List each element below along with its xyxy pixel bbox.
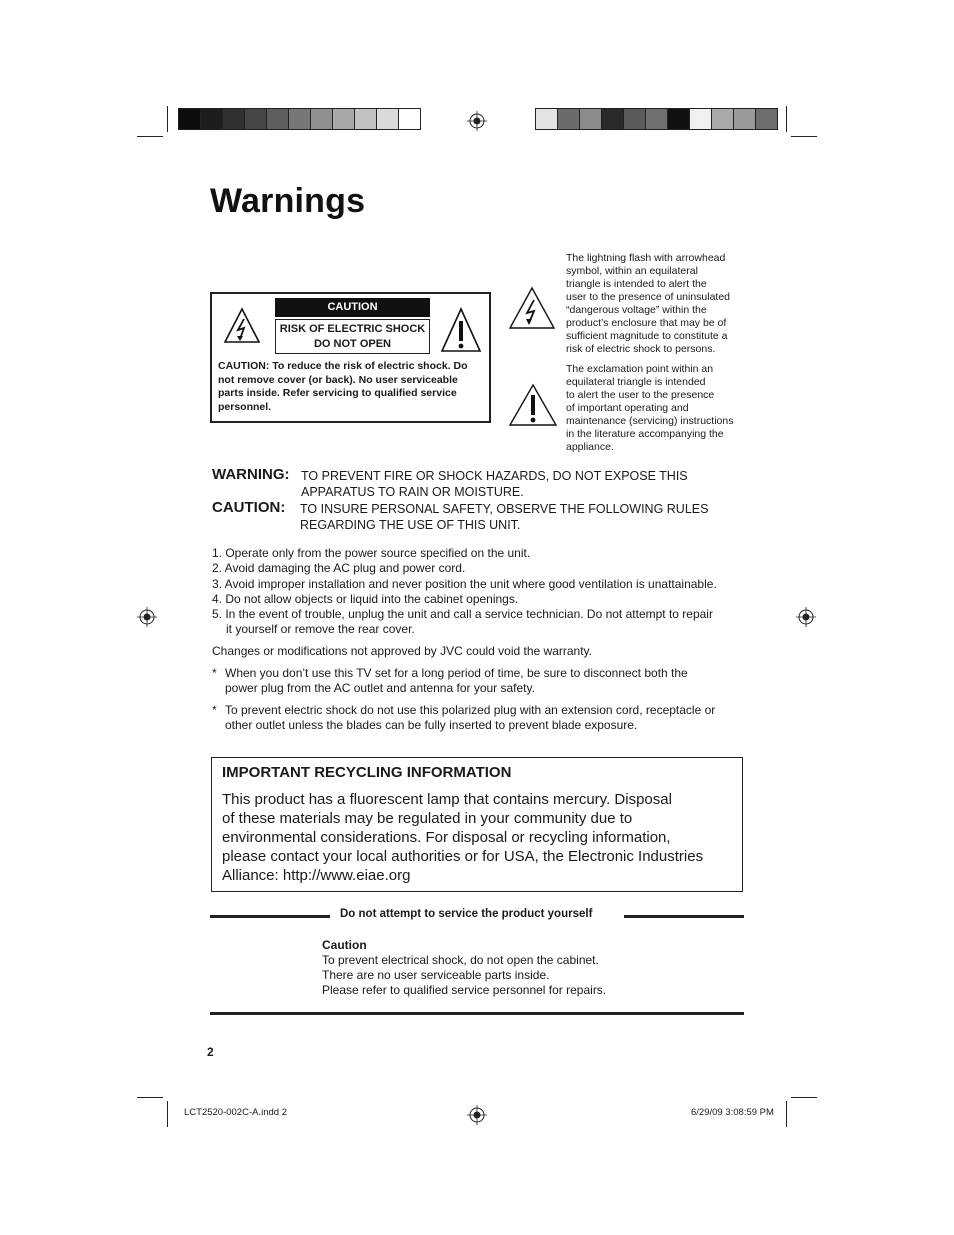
text-line: When you don’t use this TV set for a long period of time, be sure to disconnect both the [225,666,688,680]
text-line: please contact your local authorities or for USA, the Electronic Industries [222,848,704,865]
color-swatch [733,108,756,130]
text-line: sufficient magnitude to constitute a [566,330,728,342]
text-line: triangle is intended to alert the [566,278,707,290]
text-line: environmental considerations. For disposal or recycling information, [222,829,671,846]
color-swatch [601,108,624,130]
note-item [212,666,747,697]
registration-mark-icon [467,1105,487,1125]
color-swatch [398,108,421,130]
color-swatch [222,108,245,130]
recycling-text [222,790,737,885]
divider [624,915,744,918]
color-swatch [689,108,712,130]
color-swatch [645,108,668,130]
crop-mark [791,1097,817,1098]
text-line: power plug from the AC outlet and antenna for your safety. [225,681,535,696]
text-line: To prevent electrical shock, do not open the cabinet. [322,953,599,967]
page-number: 2 [207,1045,214,1059]
exclamation-triangle-icon [440,307,482,353]
color-swatch [557,108,580,130]
crop-mark [137,1097,163,1098]
registration-mark-icon [467,111,487,131]
text-line: of these materials may be regulated in your community due to [222,810,633,827]
exclamation-triangle-icon [508,383,558,427]
text-line: user to the presence of uninsulated [566,291,731,303]
color-swatch [755,108,778,130]
text-line: APPARATUS TO RAIN OR MOISTURE. [301,485,524,499]
crop-mark [167,1101,168,1127]
color-swatch [200,108,223,130]
warning-label: WARNING: [212,466,290,483]
text-line: of important operating and [566,402,689,414]
crop-mark [786,1101,787,1127]
risk-line: RISK OF ELECTRIC SHOCK [279,323,426,335]
registration-mark-icon [796,607,816,627]
bullet-star: * [212,666,217,680]
color-swatch [288,108,311,130]
color-swatch [244,108,267,130]
note-item [212,703,747,734]
lightning-triangle-icon [223,307,261,345]
crop-mark [791,136,817,137]
color-swatch [354,108,377,130]
text-line: in the literature accompanying the [566,428,724,440]
text-line: risk of electric shock to persons. [566,343,716,355]
service-caution-title: Caution [322,938,367,952]
caution-label-text: CAUTION: To reduce the risk of electric shock. Do not remove cover (or back). No user serviceable parts inside. Refer servicing to qualified service personnel. [218,360,468,413]
color-swatch [535,108,558,130]
service-caution [322,938,606,998]
rules-list [212,546,752,638]
text-line: Alliance: http://www.eiae.org [222,867,411,884]
risk-line: DO NOT OPEN [313,338,391,350]
text-line: The exclamation point within an [566,363,714,375]
text-line: This product has a fluorescent lamp that contains mercury. Disposal [222,791,672,808]
text-line: The lightning flash with arrowhead [566,252,726,264]
lightning-description [566,252,744,356]
text-line: appliance. [566,441,614,453]
list-item: 4. Do not allow objects or liquid into the cabinet openings. [212,591,519,606]
text-line: To prevent electric shock do not use this polarized plug with an extension cord, receptacle or [225,703,716,717]
text-line: product’s enclosure that may be of [566,317,727,329]
text-line: equilateral triangle is intended [566,376,706,388]
page-title: Warnings [210,182,366,220]
divider [210,1012,744,1015]
text-line: to alert the user to the presence [566,389,715,401]
color-swatch [332,108,355,130]
color-swatch [623,108,646,130]
registration-mark-icon [137,607,157,627]
text-line: REGARDING THE USE OF THIS UNIT. [300,518,521,532]
text-line: There are no user serviceable parts inside. [322,968,550,982]
footer-filename: LCT2520-002C-A.indd 2 [184,1107,287,1118]
list-item: 2. Avoid damaging the AC plug and power cord. [212,561,466,576]
list-item: 5. In the event of trouble, unplug the unit and call a service technician. Do not attempt to repair [212,607,713,622]
text-line: Please refer to qualified service personnel for repairs. [322,983,607,997]
color-swatch [266,108,289,130]
text-line: TO PREVENT FIRE OR SHOCK HAZARDS, DO NOT EXPOSE THIS [301,469,688,483]
color-swatch [178,108,201,130]
color-swatch [376,108,399,130]
changes-note: Changes or modifications not approved by JVC could void the warranty. [212,644,592,658]
caution-text [300,501,708,533]
text-line: TO INSURE PERSONAL SAFETY, OBSERVE THE FOLLOWING RULES [300,502,709,516]
color-swatch [711,108,734,130]
recycling-title: IMPORTANT RECYCLING INFORMATION [222,764,512,781]
caution-label: CAUTION: [212,499,286,516]
color-swatch [310,108,333,130]
lightning-triangle-icon [508,286,556,330]
text-line: maintenance (servicing) instructions [566,415,734,427]
color-swatch [667,108,690,130]
divider [210,915,330,918]
text-line: symbol, within an equilateral [566,265,698,277]
crop-mark [137,136,163,137]
crop-mark [167,106,168,132]
list-item: 3. Avoid improper installation and never position the unit where good ventilation is unattainable. [212,576,717,591]
caution-heading: CAUTION [275,298,430,317]
footer-datetime: 6/29/09 3:08:59 PM [691,1107,774,1118]
list-item: 1. Operate only from the power source specified on the unit. [212,546,531,560]
crop-mark [786,106,787,132]
list-item-continuation: it yourself or remove the rear cover. [226,622,415,637]
color-swatch [579,108,602,130]
exclamation-description [566,363,744,454]
text-line: “dangerous voltage” within the [566,304,707,316]
service-heading: Do not attempt to service the product yourself [340,908,593,920]
warning-text [301,468,688,500]
text-line: other outlet unless the blades can be fully inserted to prevent blade exposure. [225,718,638,733]
risk-of-shock-box [275,319,430,354]
bullet-star: * [212,703,217,717]
